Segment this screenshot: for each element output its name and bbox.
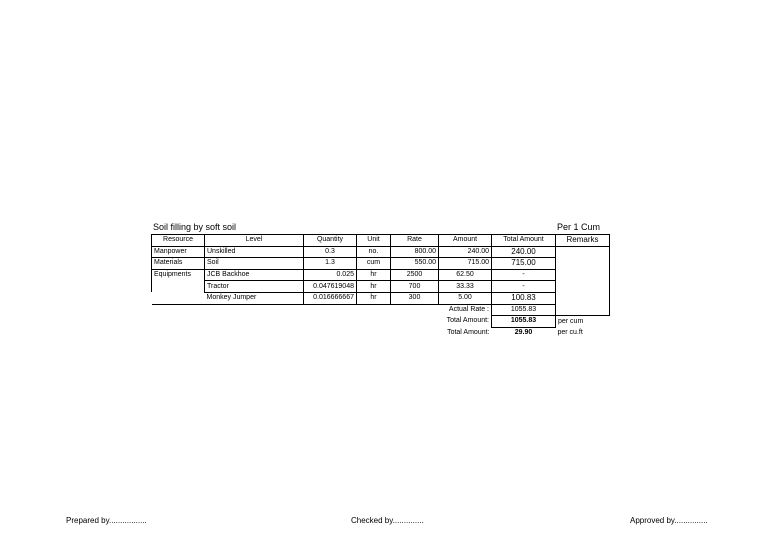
cell-unit: hr [357, 292, 391, 304]
total-amount-label: Total Amount: [446, 317, 489, 325]
table-row [152, 281, 610, 293]
table-row [152, 269, 610, 281]
cell-level: JCB Backhoe [205, 269, 304, 281]
per-unit-label: Per 1 Cum [557, 222, 601, 232]
total-amount-unit: per cum [558, 317, 584, 325]
total-amount-cuft-label: Total Amount: [447, 328, 490, 336]
cell-quantity: 0.016666667 [304, 292, 357, 304]
cell-rate: 700 [391, 281, 439, 293]
header-resource: Resource [152, 235, 205, 247]
cell-amount: 5.00 [439, 292, 492, 304]
cell-resource: Manpower [152, 246, 205, 258]
cell-quantity: 0.3 [304, 246, 357, 258]
cell-resource: Materials [152, 258, 205, 270]
cell-resource [152, 281, 205, 293]
cell-unit: hr [357, 269, 391, 281]
cell-total: 715.00 [492, 258, 556, 270]
actual-rate-row [152, 304, 610, 316]
cell-amount: 715.00 [439, 258, 492, 270]
actual-rate-value: 1055.83 [492, 304, 556, 316]
header-row [152, 235, 610, 247]
cell-level: Soil [205, 258, 304, 270]
header-level: Level [205, 235, 304, 247]
table-row [152, 246, 610, 258]
cell-level: Tractor [205, 281, 304, 293]
total-amount-cuft-row [152, 327, 610, 338]
cell-total: - [492, 281, 556, 293]
cell-amount: 240.00 [439, 246, 492, 258]
remarks-cell [556, 304, 610, 316]
header-amount: Amount [439, 235, 492, 247]
cell-rate: 2500 [391, 269, 439, 281]
remarks-cell [556, 246, 610, 304]
header-quantity: Quantity [304, 235, 357, 247]
cell-amount: 33.33 [439, 281, 492, 293]
total-amount-value: 1055.83 [492, 316, 556, 328]
cell-rate: 800.00 [391, 246, 439, 258]
cell-unit: hr [357, 281, 391, 293]
cell-total: 100.83 [492, 292, 556, 304]
approved-by: Approved by............... [630, 516, 708, 525]
cell-level: Unskilled [205, 246, 304, 258]
total-amount-row [152, 316, 610, 328]
header-total-amount: Total Amount [492, 235, 556, 247]
total-amount-cuft-value: 29.90 [514, 329, 533, 337]
cell-rate: 550.00 [391, 258, 439, 270]
cell-resource [152, 292, 205, 304]
table-row [152, 292, 610, 304]
actual-rate-label: Actual Rate : [448, 306, 489, 314]
header-remarks: Remarks [556, 235, 610, 247]
cell-unit: cum [357, 258, 391, 270]
cell-amount: 62.50 [439, 269, 492, 281]
sheet-title: Soil filling by soft soil [153, 222, 237, 232]
cell-unit: no. [357, 246, 391, 258]
prepared-by: Prepared by................. [66, 516, 147, 525]
table-row [152, 258, 610, 270]
checked-by: Checked by.............. [351, 516, 424, 525]
header-unit: Unit [357, 235, 391, 247]
cell-quantity: 0.047619048 [304, 281, 357, 293]
cell-total: - [492, 269, 556, 281]
total-amount-cuft-unit: per cu.ft [557, 328, 583, 336]
cell-resource: Equipments [152, 269, 205, 281]
cell-level: Monkey Jumper [205, 292, 304, 304]
cell-total: 240.00 [492, 246, 556, 258]
header-rate: Rate [391, 235, 439, 247]
cell-quantity: 0.025 [304, 269, 357, 281]
cell-rate: 300 [391, 292, 439, 304]
cell-quantity: 1.3 [304, 258, 357, 270]
rate-analysis-table [151, 234, 610, 338]
